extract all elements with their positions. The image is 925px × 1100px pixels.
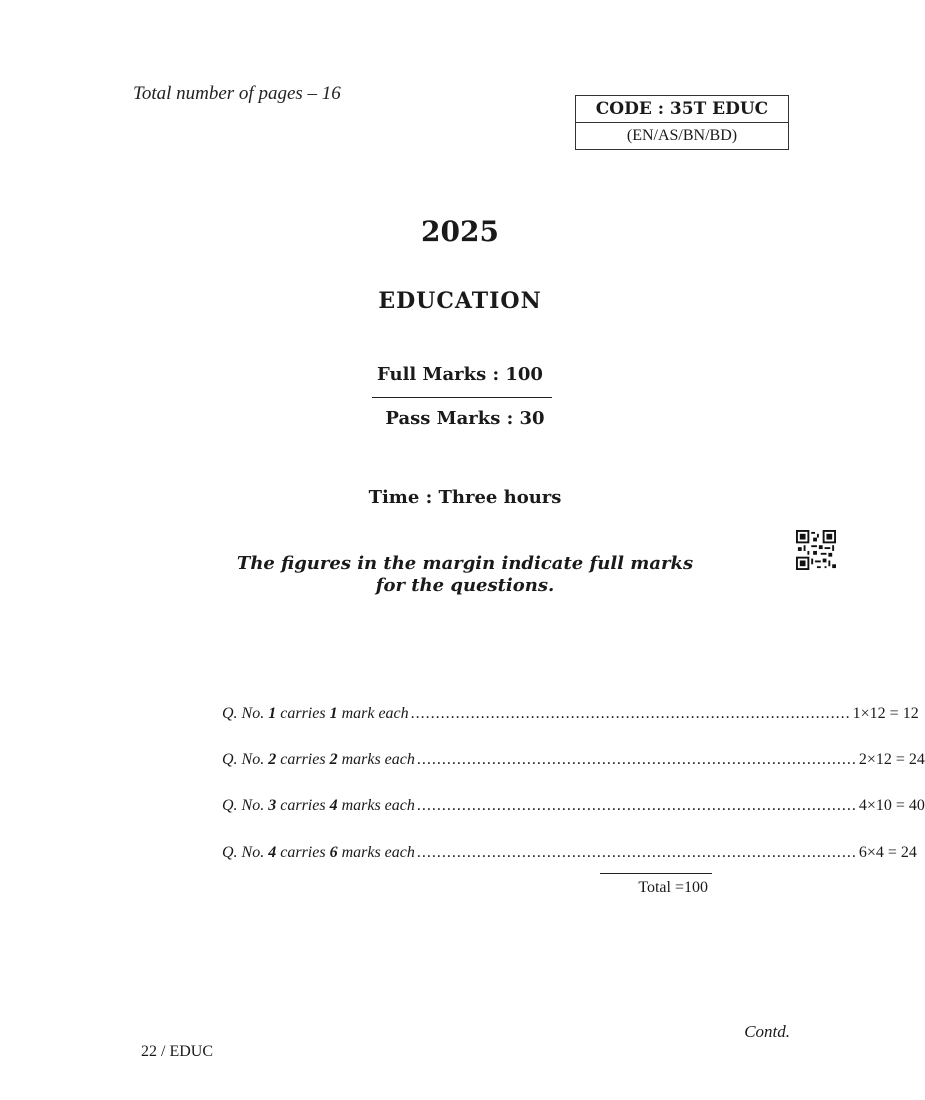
subject-title: EDUCATION: [378, 288, 542, 314]
dot-leader: ........................................................................................: [416, 797, 857, 814]
total-divider: [600, 873, 712, 874]
dot-leader: ........................................................................................: [416, 751, 857, 768]
subject-code-box: [575, 95, 789, 150]
marks-row-label: Q. No. 3 carries 4 marks each: [222, 797, 415, 814]
subject-code: CODE : 35T EDUC: [576, 96, 788, 123]
instruction-line-2: for the questions.: [375, 575, 555, 596]
exam-duration: Time : Three hours: [368, 487, 562, 508]
qr-code-icon: [796, 530, 836, 570]
continued-note: Contd.: [744, 1022, 790, 1041]
instruction-line-1: The figures in the margin indicate full marks: [236, 553, 694, 574]
marks-row-q4: [222, 844, 917, 866]
marks-divider: [372, 397, 552, 398]
marks-calculation: 2×12 = 24: [858, 751, 925, 768]
media-codes: (EN/AS/BN/BD): [626, 127, 738, 144]
marks-row-label: Q. No. 1 carries 1 mark each: [222, 705, 409, 722]
total-marks: Total =100: [638, 879, 708, 896]
marks-row-q1: [222, 705, 919, 727]
marks-row-q3: [222, 797, 925, 819]
exam-year: 2025: [421, 215, 499, 248]
marks-calculation: 6×4 = 24: [858, 844, 917, 861]
page-code: 22 / EDUC: [141, 1043, 213, 1060]
marks-row-q2: [222, 751, 925, 773]
full-marks: Full Marks : 100: [377, 364, 543, 385]
dot-leader: ........................................................................................: [416, 844, 857, 861]
marks-calculation: 4×10 = 40: [858, 797, 925, 814]
marks-row-label: Q. No. 2 carries 2 marks each: [222, 751, 415, 768]
margin-instruction: [190, 553, 740, 597]
marks-row-label: Q. No. 4 carries 6 marks each: [222, 844, 415, 861]
marks-calculation: 1×12 = 12: [852, 705, 919, 722]
total-pages-note: Total number of pages – 16: [133, 83, 341, 104]
pass-marks: Pass Marks : 30: [385, 408, 545, 429]
dot-leader: ........................................................................................: [410, 705, 851, 722]
